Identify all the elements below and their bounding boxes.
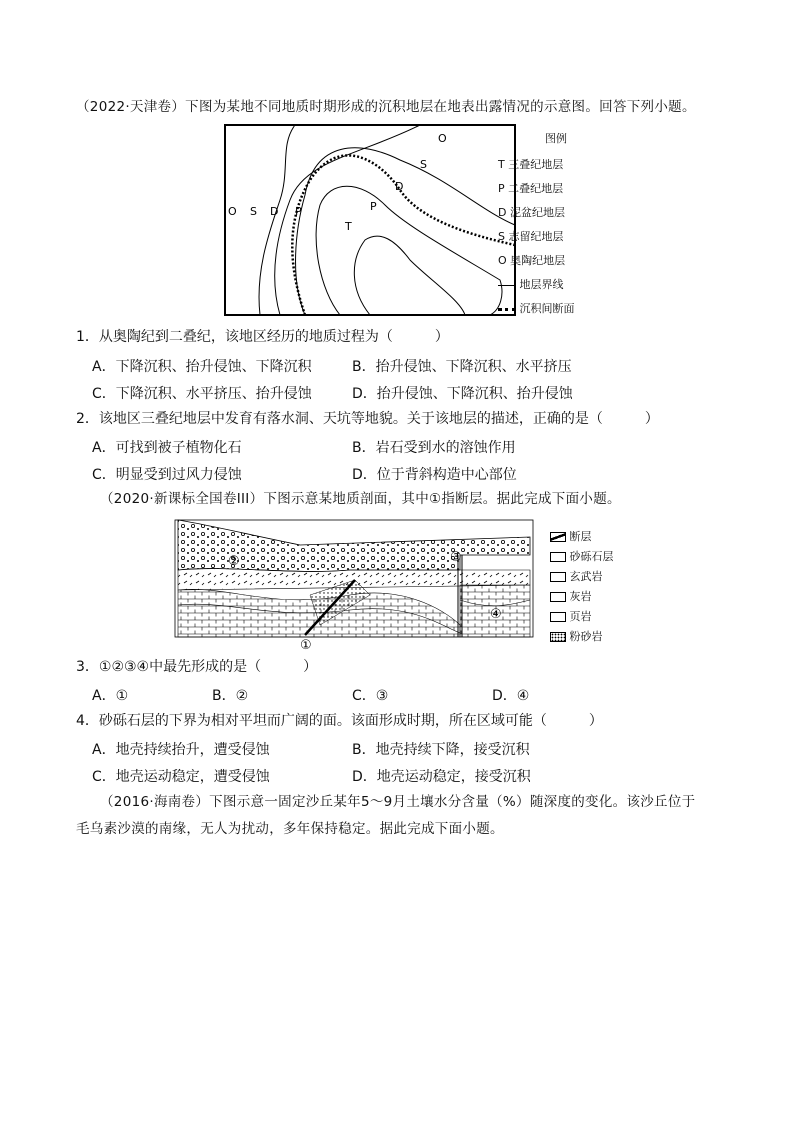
mark-1: ①	[300, 638, 312, 650]
map-legend-t: T 三叠纪地层	[498, 158, 564, 171]
map-legend-boundary: 地层界线	[498, 276, 564, 292]
map-legend-unconformity: 沉积间断面	[498, 300, 575, 316]
mark-4: ④	[490, 607, 502, 622]
q3-option-a[interactable]: A．①	[92, 688, 129, 704]
q1-option-a[interactable]: A．下降沉积、抬升侵蚀、下降沉积	[92, 359, 312, 375]
map-legend-s: S 志留纪地层	[498, 230, 564, 243]
shale-swatch-icon	[550, 612, 566, 622]
q1-stem: 1．从奥陶纪到二叠纪，该地区经历的地质过程为（ ）	[76, 329, 449, 345]
q4-option-a[interactable]: A．地壳持续抬升，遭受侵蚀	[92, 742, 270, 758]
q1-option-b[interactable]: B．抬升侵蚀、下降沉积、水平挤压	[352, 359, 572, 375]
profile-legend-shale: 页岩	[550, 608, 592, 624]
boundary-line-icon	[498, 285, 516, 286]
map-legend-o: O 奥陶纪地层	[498, 254, 566, 267]
q2-option-d[interactable]: D．位于背斜构造中心部位	[352, 467, 517, 483]
basalt-swatch-icon	[550, 572, 566, 582]
q4-option-b[interactable]: B．地壳持续下降，接受沉积	[352, 742, 530, 758]
map-legend-title: 图例	[545, 132, 567, 145]
map-label-o-right: O	[438, 132, 447, 145]
map-label-t: T	[345, 220, 352, 233]
q4-option-c[interactable]: C．地壳运动稳定，遭受侵蚀	[92, 769, 270, 785]
q3-option-d[interactable]: D．④	[492, 688, 530, 704]
map-label-p-left: P	[295, 205, 302, 218]
mark-2: ②	[228, 554, 240, 569]
profile-legend-gravel: 砂砾石层	[550, 548, 614, 564]
q1-option-d[interactable]: D．抬升侵蚀、下降沉积、抬升侵蚀	[352, 386, 573, 402]
map-label-s-right: S	[420, 158, 427, 171]
profile-legend-fault: 断层	[550, 528, 592, 544]
intro-2022: （2022·天津卷）下图为某地不同地质时期形成的沉积地层在地表出露情况的示意图。回答下列小题。	[76, 99, 696, 115]
q3-option-b[interactable]: B．②	[212, 688, 249, 704]
gravel-swatch-icon	[550, 552, 566, 562]
q4-stem: 4．砂砾石层的下界为相对平坦而广阔的面。该面形成时期，所在区域可能（ ）	[76, 713, 603, 729]
q3-stem: 3．①②③④中最先形成的是（ ）	[76, 659, 318, 675]
map-label-s-left: S	[250, 205, 257, 218]
map-label-d-left: D	[270, 205, 279, 218]
map-legend-p: P 二叠纪地层	[498, 182, 564, 195]
q2-option-a[interactable]: A．可找到被子植物化石	[92, 440, 242, 456]
map-legend-d: D 泥盆纪地层	[498, 206, 565, 219]
fault-swatch-icon	[550, 532, 566, 542]
profile-legend-limestone: 灰岩	[550, 588, 592, 604]
intro-2016-line1: （2016·海南卷）下图示意一固定沙丘某年5～9月土壤水分含量（%）随深度的变化。该沙丘位于	[100, 794, 696, 810]
q2-option-b[interactable]: B．岩石受到水的溶蚀作用	[352, 440, 516, 456]
map-label-o-left: O	[228, 205, 237, 218]
q1-option-c[interactable]: C．下降沉积、水平挤压、抬升侵蚀	[92, 386, 312, 402]
limestone-swatch-icon	[550, 592, 566, 602]
q2-stem: 2．该地区三叠纪地层中发育有落水洞、天坑等地貌。关于该地层的描述，正确的是（ ）	[76, 411, 659, 427]
siltstone-swatch-icon	[550, 632, 566, 642]
intro-2016-line2: 毛乌素沙漠的南缘，无人为扰动，多年保持稳定。据此完成下面小题。	[76, 821, 504, 837]
map-label-p-right: P	[370, 200, 377, 213]
q4-option-d[interactable]: D．地壳运动稳定，接受沉积	[352, 769, 531, 785]
geologic-profile	[170, 515, 540, 650]
map-label-d-right: D	[395, 180, 404, 193]
profile-legend-siltstone: 粉砂岩	[550, 628, 603, 644]
q2-option-c[interactable]: C．明显受到过风力侵蚀	[92, 467, 242, 483]
unconformity-line-icon	[498, 308, 516, 311]
profile-legend-basalt: 玄武岩	[550, 568, 603, 584]
q3-option-c[interactable]: C．③	[352, 688, 389, 704]
mark-3: ③	[450, 550, 462, 565]
intro-2020: （2020·新课标全国卷III）下图示意某地质剖面，其中①指断层。据此完成下面小题。	[100, 491, 621, 507]
